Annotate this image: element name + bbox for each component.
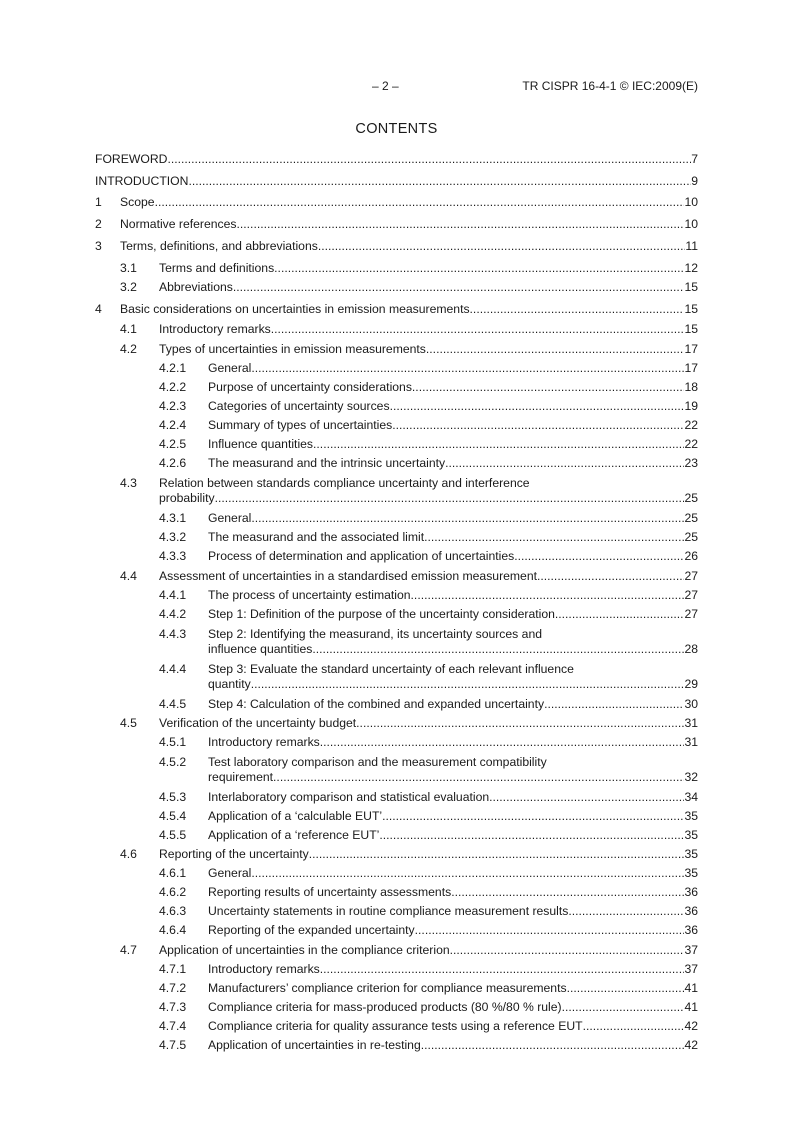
document-reference: TR CISPR 16-4-1 © IEC:2009(E)	[522, 79, 698, 93]
toc-entry-title: INTRODUCTION	[95, 174, 189, 188]
toc-entry-title: Introductory remarks	[159, 322, 271, 336]
toc-entry[interactable]	[95, 239, 698, 254]
toc-section-number: 4.4.1	[159, 588, 187, 602]
toc-page-number: 15	[684, 280, 698, 294]
toc-page-number: 25	[684, 491, 698, 505]
toc-entry-title: Application of uncertainties in the compliance criterion	[159, 943, 450, 957]
toc-page-number: 35	[684, 828, 698, 842]
toc-section-number: 4.6.3	[159, 904, 187, 918]
toc-section-number: 4.2.6	[159, 456, 187, 470]
toc-entry-title: General	[208, 361, 252, 375]
dot-leader	[390, 399, 685, 414]
toc-entry-title: Terms and definitions	[159, 261, 275, 275]
toc-entry-title: Manufacturers’ compliance criterion for compliance measurements	[208, 981, 567, 995]
toc-entry-title: Assessment of uncertainties in a standardised emission measurement	[159, 569, 537, 583]
dot-leader	[555, 607, 685, 622]
toc-section-number: 4.4.2	[159, 607, 187, 621]
dot-leader	[470, 302, 685, 317]
toc-entry-title: Categories of uncertainty sources	[208, 399, 390, 413]
toc-page-number: 32	[684, 770, 698, 784]
toc-section-number: 4.2.1	[159, 361, 187, 375]
toc-entry-title: Compliance criteria for quality assurance tests using a reference EUT	[208, 1019, 583, 1033]
toc-entry[interactable]	[95, 530, 698, 545]
toc-page-number: 36	[684, 923, 698, 937]
toc-page-number: 36	[684, 885, 698, 899]
dot-leader	[489, 790, 684, 805]
toc-entry-title: Introductory remarks	[208, 735, 320, 749]
toc-entry[interactable]	[95, 697, 698, 712]
toc-entry[interactable]	[95, 904, 698, 919]
toc-entry[interactable]	[95, 828, 698, 843]
toc-section-number: 3	[95, 239, 102, 253]
dot-leader	[382, 809, 684, 824]
toc-page-number: 36	[684, 904, 698, 918]
toc-entry[interactable]	[95, 627, 698, 657]
toc-section-number: 4.6.1	[159, 866, 187, 880]
dot-leader	[313, 437, 684, 452]
toc-entry-title: Types of uncertainties in emission measurements	[159, 342, 426, 356]
toc-page-number: 35	[684, 866, 698, 880]
toc-section-number: 4	[95, 302, 102, 316]
dot-leader	[424, 530, 684, 545]
toc-section-number: 4.5.4	[159, 809, 187, 823]
toc-entry-title: Compliance criteria for mass-produced products (80 %/80 % rule)	[208, 1000, 562, 1014]
toc-section-number: 4.1	[120, 322, 137, 336]
dot-leader	[537, 569, 684, 584]
toc-page-number: 17	[684, 342, 698, 356]
toc-section-number: 4.5.3	[159, 790, 187, 804]
toc-section-number: 4.5.5	[159, 828, 187, 842]
toc-section-number: 4.4.5	[159, 697, 187, 711]
toc-section-number: 4.2.4	[159, 418, 187, 432]
toc-entry-title: Application of a ‘reference EUT’	[208, 828, 380, 842]
toc-entry-title: Step 1: Definition of the purpose of the uncertainty consideration	[208, 607, 555, 621]
toc-entry-title: Relation between standards compliance uncertainty and interference	[159, 476, 530, 490]
toc-entry-title: Test laboratory comparison and the measurement compatibility	[208, 755, 547, 769]
dot-leader	[215, 491, 685, 506]
toc-section-number: 4.6.2	[159, 885, 187, 899]
toc-entry[interactable]	[95, 1000, 698, 1015]
toc-entry-title-continued: probability	[159, 491, 215, 505]
toc-entry[interactable]	[95, 866, 698, 881]
toc-entry-title: Purpose of uncertainty considerations	[208, 380, 412, 394]
toc-section-number: 4.2.3	[159, 399, 187, 413]
toc-page-number: 25	[684, 530, 698, 544]
toc-page-number: 25	[684, 511, 698, 525]
toc-section-number: 3.2	[120, 280, 137, 294]
toc-entry[interactable]	[95, 923, 698, 938]
toc-page-number: 34	[684, 790, 698, 804]
toc-section-number: 2	[95, 217, 102, 231]
toc-entry-title: Basic considerations on uncertainties in emission measurements	[120, 302, 470, 316]
dot-leader	[451, 885, 684, 900]
toc-section-number: 4.6	[120, 847, 137, 861]
dot-leader	[320, 735, 685, 750]
toc-entry-title: Step 3: Evaluate the standard uncertainty of each relevant influence	[208, 662, 574, 676]
toc-section-number: 4.4.4	[159, 662, 187, 676]
toc-entry[interactable]	[95, 511, 698, 526]
toc-entry-title: FOREWORD	[95, 152, 168, 166]
toc-entry[interactable]	[95, 549, 698, 564]
toc-entry-title: General	[208, 511, 252, 525]
toc-section-number: 4.4	[120, 569, 137, 583]
toc-page-number: 19	[684, 399, 698, 413]
toc-entry[interactable]	[95, 342, 698, 357]
toc-entry-title: Interlaboratory comparison and statistical evaluation	[208, 790, 490, 804]
toc-entry-title: Process of determination and application of uncertainties	[208, 549, 515, 563]
dot-leader	[392, 418, 684, 433]
toc-section-number: 4.6.4	[159, 923, 187, 937]
toc-entry[interactable]	[95, 790, 698, 805]
toc-section-number: 4.2.5	[159, 437, 187, 451]
toc-entry[interactable]	[95, 217, 698, 232]
toc-page-number: 30	[684, 697, 698, 711]
toc-page-number: 28	[684, 642, 698, 656]
toc-entry-title-continued: requirement	[208, 770, 274, 784]
toc-page-number: 27	[684, 569, 698, 583]
toc-section-number: 4.2.2	[159, 380, 187, 394]
dot-leader	[188, 174, 691, 189]
toc-entry[interactable]	[95, 152, 698, 167]
toc-section-number: 4.3	[120, 476, 137, 490]
dot-leader	[251, 511, 684, 526]
toc-entry-title: General	[208, 866, 252, 880]
toc-page-number: 22	[684, 437, 698, 451]
toc-entry[interactable]	[95, 588, 698, 603]
dot-leader	[421, 1038, 685, 1053]
dot-leader	[445, 456, 684, 471]
dot-leader	[356, 716, 684, 731]
toc-page-number: 10	[684, 195, 698, 209]
toc-section-number: 4.7	[120, 943, 137, 957]
dot-leader	[450, 943, 685, 958]
toc-page-number: 27	[684, 588, 698, 602]
toc-entry[interactable]	[95, 437, 698, 452]
dot-leader	[568, 904, 684, 919]
toc-entry-title: Influence quantities	[208, 437, 314, 451]
toc-page-number: 41	[684, 981, 698, 995]
dot-leader	[320, 962, 685, 977]
toc-section-number: 4.7.1	[159, 962, 187, 976]
toc-page-number: 23	[684, 456, 698, 470]
toc-entry-title: Normative references	[120, 217, 237, 231]
toc-section-number: 4.7.3	[159, 1000, 187, 1014]
toc-section-number: 3.1	[120, 261, 137, 275]
toc-page-number: 22	[684, 418, 698, 432]
dot-leader	[251, 677, 685, 692]
toc-entry[interactable]	[95, 456, 698, 471]
dot-leader	[312, 642, 684, 657]
toc-page-number: 11	[685, 239, 698, 253]
toc-entry[interactable]	[95, 662, 698, 692]
toc-entry-title: The measurand and the intrinsic uncertainty	[208, 456, 446, 470]
dot-leader	[251, 866, 684, 881]
toc-entry[interactable]	[95, 418, 698, 433]
dot-leader	[562, 1000, 685, 1015]
page-number: – 2 –	[372, 79, 399, 93]
toc-section-number: 1	[95, 195, 102, 209]
toc-section-number: 4.5	[120, 716, 137, 730]
dot-leader	[167, 152, 691, 167]
toc-page-number: 42	[684, 1019, 698, 1033]
dot-leader	[415, 923, 685, 938]
toc-entry[interactable]	[95, 361, 698, 376]
toc-entry-title: Abbreviations	[159, 280, 233, 294]
toc-entry[interactable]	[95, 716, 698, 731]
dot-leader	[237, 217, 685, 232]
toc-page-number: 15	[684, 302, 698, 316]
toc-entry-title: Application of uncertainties in re-testing	[208, 1038, 421, 1052]
dot-leader	[514, 549, 684, 564]
dot-leader	[379, 828, 684, 843]
dot-leader	[318, 239, 686, 254]
page-title: CONTENTS	[355, 121, 438, 137]
toc-entry[interactable]	[95, 1038, 698, 1053]
dot-leader	[274, 261, 684, 276]
toc-entry[interactable]	[95, 302, 698, 317]
toc-entry[interactable]	[95, 261, 698, 276]
dot-leader	[544, 697, 684, 712]
toc-page-number: 10	[684, 217, 698, 231]
dot-leader	[412, 380, 685, 395]
dot-leader	[271, 322, 685, 337]
toc-entry[interactable]	[95, 322, 698, 337]
dot-leader	[583, 1019, 685, 1034]
toc-entry[interactable]	[95, 735, 698, 750]
toc-entry-title-continued: influence quantities	[208, 642, 313, 656]
toc-page-number: 27	[684, 607, 698, 621]
toc-entry[interactable]	[95, 885, 698, 900]
toc-section-number: 4.2	[120, 342, 137, 356]
toc-entry-title: Verification of the uncertainty budget	[159, 716, 357, 730]
toc-entry[interactable]	[95, 981, 698, 996]
toc-entry-title: Scope	[120, 195, 155, 209]
toc-entry[interactable]	[95, 847, 698, 862]
toc-page-number: 18	[684, 380, 698, 394]
toc-page-number: 31	[684, 735, 698, 749]
toc-page-number: 9	[691, 174, 698, 188]
toc-page-number: 17	[684, 361, 698, 375]
dot-leader	[309, 847, 685, 862]
toc-page-number: 15	[684, 322, 698, 336]
toc-entry[interactable]	[95, 943, 698, 958]
toc-entry-title: Introductory remarks	[208, 962, 320, 976]
toc-page-number: 29	[684, 677, 698, 691]
toc-section-number: 4.3.3	[159, 549, 187, 563]
toc-entry-title: Application of a ‘calculable EUT’	[208, 809, 383, 823]
toc-entry-title: Step 2: Identifying the measurand, its uncertainty sources and	[208, 627, 542, 641]
dot-leader	[273, 770, 684, 785]
toc-entry[interactable]	[95, 380, 698, 395]
toc-entry[interactable]	[95, 399, 698, 414]
dot-leader	[233, 280, 685, 295]
toc-entry[interactable]	[95, 280, 698, 295]
toc-entry-title-continued: quantity	[208, 677, 251, 691]
toc-page-number: 12	[684, 261, 698, 275]
toc-section-number: 4.3.1	[159, 511, 187, 525]
toc-page-number: 37	[684, 943, 698, 957]
toc-entry-title: Reporting results of uncertainty assessments	[208, 885, 452, 899]
toc-entry-title: Summary of types of uncertainties	[208, 418, 393, 432]
toc-page-number: 26	[684, 549, 698, 563]
toc-entry-title: Reporting of the uncertainty	[159, 847, 309, 861]
toc-entry[interactable]	[95, 569, 698, 584]
toc-entry-title: Step 4: Calculation of the combined and expanded uncertainty	[208, 697, 545, 711]
dot-leader	[155, 195, 685, 210]
toc-page-number: 31	[684, 716, 698, 730]
toc-page-number: 7	[691, 152, 698, 166]
toc-page-number: 42	[684, 1038, 698, 1052]
dot-leader	[251, 361, 684, 376]
toc-section-number: 4.3.2	[159, 530, 187, 544]
dot-leader	[426, 342, 685, 357]
toc-entry[interactable]	[95, 476, 698, 506]
toc-page-number: 41	[684, 1000, 698, 1014]
toc-entry-title: Reporting of the expanded uncertainty	[208, 923, 415, 937]
toc-entry-title: The process of uncertainty estimation	[208, 588, 411, 602]
toc-section-number: 4.4.3	[159, 627, 187, 641]
toc-section-number: 4.5.2	[159, 755, 187, 769]
toc-section-number: 4.7.2	[159, 981, 187, 995]
toc-section-number: 4.5.1	[159, 735, 187, 749]
toc-page-number: 37	[684, 962, 698, 976]
toc-page-number: 35	[684, 809, 698, 823]
toc-entry-title: Terms, definitions, and abbreviations	[120, 239, 318, 253]
dot-leader	[411, 588, 685, 603]
toc-entry[interactable]	[95, 607, 698, 622]
toc-entry[interactable]	[95, 809, 698, 824]
toc-entry[interactable]	[95, 962, 698, 977]
toc-entry[interactable]	[95, 755, 698, 785]
toc-entry[interactable]	[95, 195, 698, 210]
toc-entry[interactable]	[95, 174, 698, 189]
dot-leader	[567, 981, 685, 996]
toc-entry-title: Uncertainty statements in routine compliance measurement results	[208, 904, 569, 918]
toc-section-number: 4.7.5	[159, 1038, 187, 1052]
toc-page-number: 35	[684, 847, 698, 861]
toc-entry[interactable]	[95, 1019, 698, 1034]
toc-entry-title: The measurand and the associated limit	[208, 530, 425, 544]
toc-section-number: 4.7.4	[159, 1019, 187, 1033]
